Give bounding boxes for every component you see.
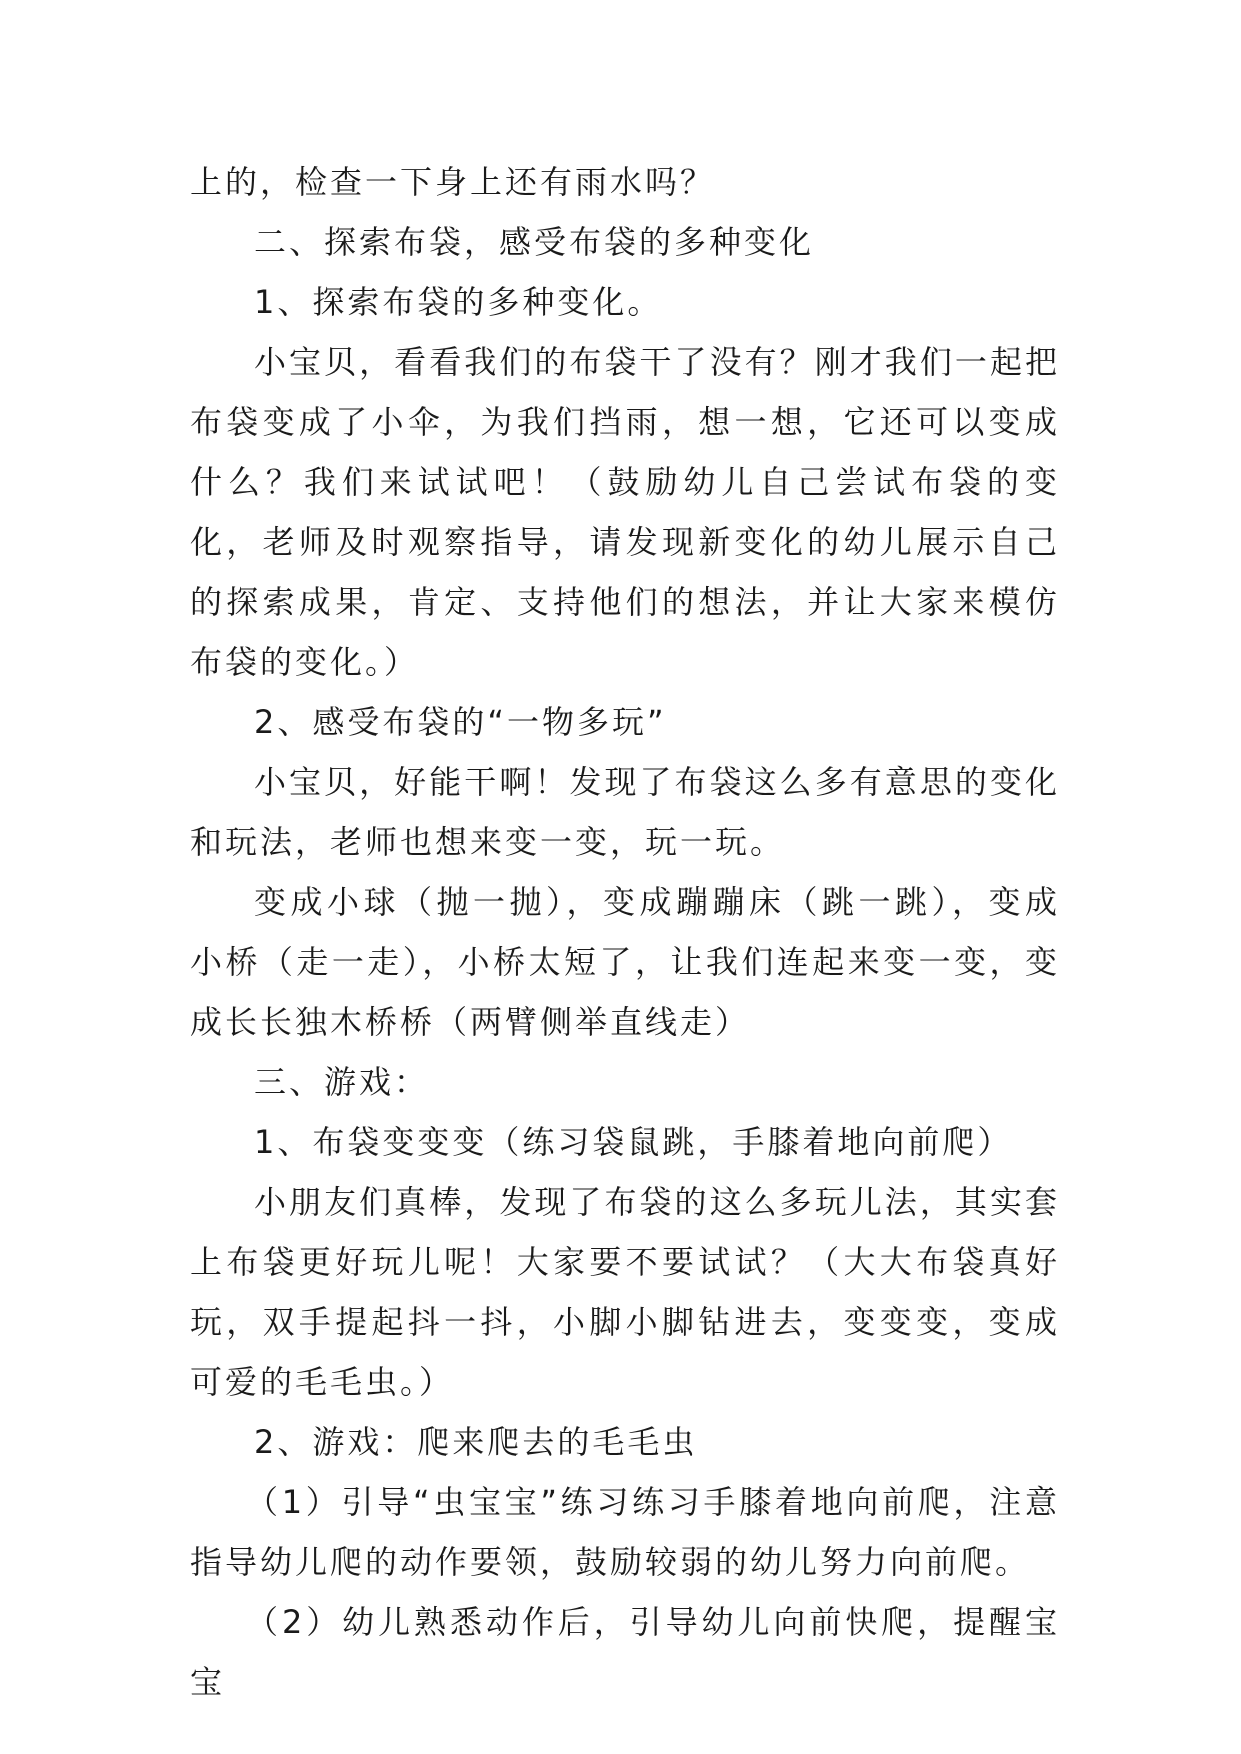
document-page — [190, 152, 1060, 1712]
heading-2-2: 2、感受布袋的“一物多玩” — [254, 703, 667, 741]
paragraph: （2）幼儿熟悉动作后，引导幼儿向前快爬，提醒宝宝 — [190, 1603, 1060, 1701]
heading-2-1: 1、探索布袋的多种变化。 — [254, 283, 663, 321]
heading-3-2: 2、游戏：爬来爬去的毛毛虫 — [254, 1423, 698, 1461]
paragraph: 变成小球（抛一抛），变成蹦蹦床（跳一跳），变成小桥（走一走），小桥太短了，让我们连起来变一变，变成长长独木桥桥（两臂侧举直线走） — [190, 883, 1060, 1041]
paragraph: 小朋友们真棒，发现了布袋的这么多玩儿法，其实套上布袋更好玩儿呢！大家要不要试试？（大大布袋真好玩，双手提起抖一抖，小脚小脚钻进去，变变变，变成可爱的毛毛虫。） — [190, 1183, 1060, 1401]
paragraph: 小宝贝，看看我们的布袋干了没有？刚才我们一起把布袋变成了小伞，为我们挡雨，想一想，它还可以变成什么？我们来试试吧！（鼓励幼儿自己尝试布袋的变化，老师及时观察指导，请发现新变化的幼儿展示自己的探索成果，肯定、支持他们的想法，并让大家来模仿布袋的变化。） — [190, 343, 1060, 681]
paragraph-continuation: 上的，检查一下身上还有雨水吗？ — [190, 163, 716, 201]
heading-section-3: 三、游戏： — [254, 1063, 430, 1101]
heading-section-2: 二、探索布袋，感受布袋的多种变化 — [254, 223, 815, 261]
paragraph: （1）引导“虫宝宝”练习练习手膝着地向前爬，注意指导幼儿爬的动作要领，鼓励较弱的幼儿努力向前爬。 — [190, 1483, 1060, 1581]
heading-3-1: 1、布袋变变变（练习袋鼠跳，手膝着地向前爬） — [254, 1123, 1013, 1161]
paragraph: 小宝贝，好能干啊！发现了布袋这么多有意思的变化和玩法，老师也想来变一变，玩一玩。 — [190, 763, 1060, 861]
